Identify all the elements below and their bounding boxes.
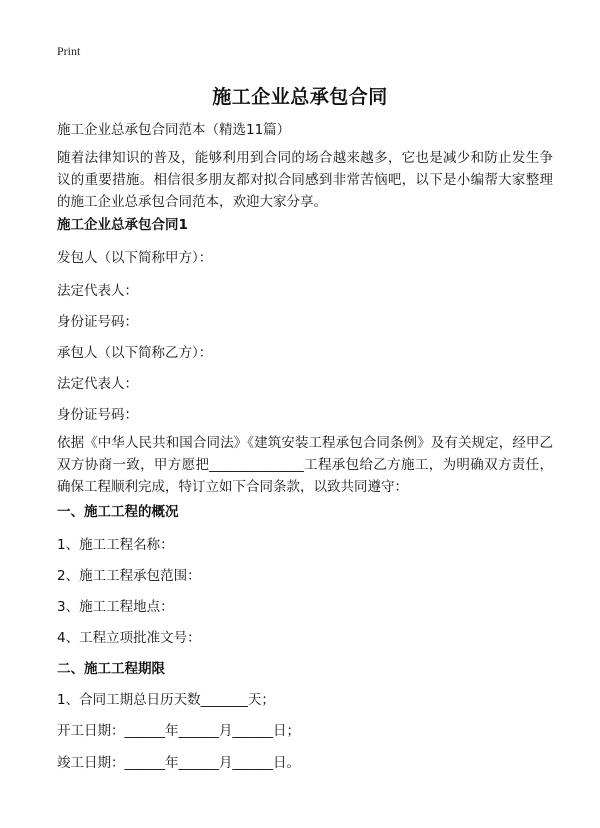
item4: 4、工程立项批准文号：: [57, 630, 201, 646]
id-a-field: 身份证号码：: [57, 314, 138, 330]
end-date-field: 竣工日期：______年______月______日。: [57, 755, 300, 771]
party-a-field: 发包人（以下简称甲方）：: [57, 250, 213, 266]
item3: 3、施工工程地点：: [57, 599, 174, 615]
contract-heading: 施工企业总承包合同1: [57, 217, 188, 233]
item1: 1、施工工程名称：: [57, 537, 174, 553]
intro-paragraph: 随着法律知识的普及，能够利用到合同的场合越来越多，它也是减少和防止发生争议的重要措施。相信很多朋友都对拟合同感到非常苦恼吧，以下是小编帮大家整理的施工企业总承包合同范本，欢迎大家分享。: [57, 150, 553, 210]
basis-paragraph: 依据《中华人民共和国合同法》《建筑安装工程承包合同条例》及有关规定，经甲乙双方协商一致，甲方愿把______________工程承包给乙方施工，为明确双方责任，确保工程顺利完成，特订立如下合同条款，以致共同遵守：: [57, 435, 553, 495]
print-link[interactable]: Print: [57, 44, 81, 58]
id-b-field: 身份证号码：: [57, 407, 138, 423]
legal-rep-a-field: 法定代表人：: [57, 283, 138, 299]
section1-heading: 一、施工工程的概况: [57, 504, 179, 520]
item2: 2、施工工程承包范围：: [57, 568, 201, 584]
document-subtitle: 施工企业总承包合同范本（精选11篇）: [57, 122, 291, 138]
section2-heading: 二、施工工程期限: [57, 661, 165, 677]
duration-field: 1、合同工期总日历天数_______天；: [57, 692, 275, 708]
start-date-field: 开工日期：______年______月______日；: [57, 723, 300, 739]
legal-rep-b-field: 法定代表人：: [57, 376, 138, 392]
party-b-field: 承包人（以下简称乙方）：: [57, 345, 213, 361]
document-title: 施工企业总承包合同: [212, 86, 388, 108]
